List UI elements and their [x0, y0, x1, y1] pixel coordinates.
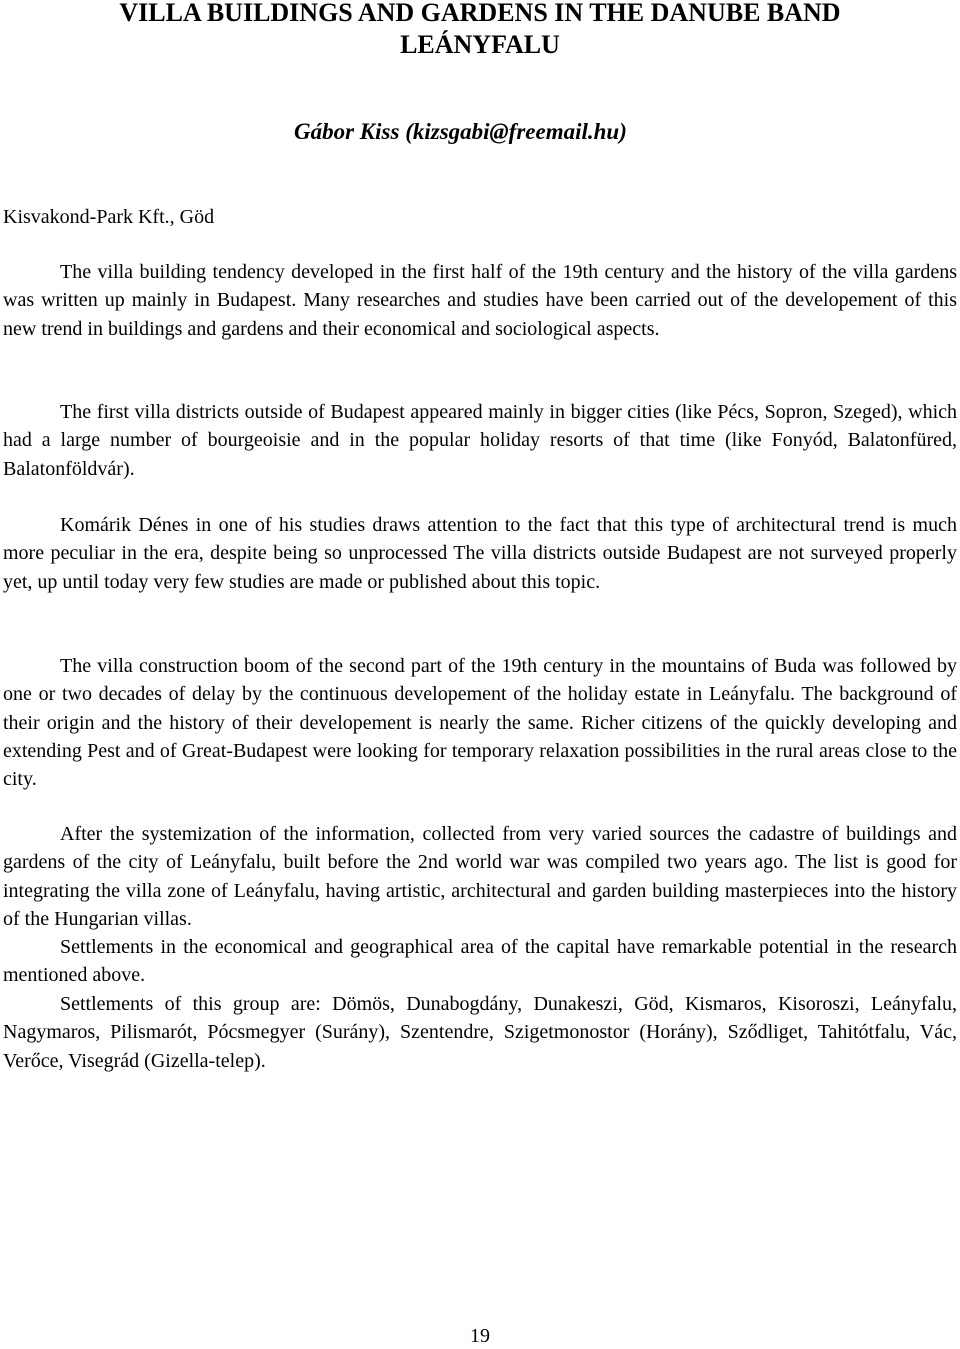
paragraph-4: The villa construction boom of the second part of the 19th century in the mountains of Buda was followed by one or two decades of delay by the continuous developement of the holiday estate in Leányfalu. The background of their origin and the history of their developement is nearly the same. Richer citizens of the quickly developing and extending Pest and of Great-Budapest were looking for temporary relaxation possibilities in the rural areas close to the city. [3, 655, 957, 791]
author-line: Gábor Kiss (kizsgabi@freemail.hu) [294, 119, 627, 144]
paper-title-line-1: VILLA BUILDINGS AND GARDENS IN THE DANUBE BAND [119, 0, 841, 27]
paragraph-2: The first villa districts outside of Budapest appeared mainly in bigger cities (like Pécs, Sopron, Szeged), which had a large number of bourgeoisie and in the popular holiday resorts of that time (like Fonyód, Balatonfüred, Balatonföldvár). [3, 401, 957, 480]
affiliation-line: Kisvakond-Park Kft., Göd [3, 206, 215, 228]
page-number: 19 [470, 1325, 490, 1347]
paragraph-6: Settlements in the economical and geographical area of the capital have remarkable potential in the research mentioned above. [3, 936, 957, 987]
paper-title-line-2: LEÁNYFALU [400, 30, 560, 59]
paragraph-5: After the systemization of the information, collected from very varied sources the cadastre of buildings and gardens of the city of Leányfalu, built before the 2nd world war was compiled two years ago. The list is good for integrating the villa zone of Leányfalu, having artistic, architectural and garden building masterpieces into the history of the Hungarian villas. [3, 823, 957, 930]
paragraph-7: Settlements of this group are: Dömös, Dunabogdány, Dunakeszi, Göd, Kismaros, Kisoroszi, Leányfalu, Nagymaros, Pilismarót, Pócsmegyer (Surány), Szentendre, Szigetmonostor (Horány), Sződliget, Tahitótfalu, Vác, Verőce, Visegrád (Gizella-telep). [3, 993, 957, 1072]
paragraph-1: The villa building tendency developed in the first half of the 19th century and the history of the villa gardens was written up mainly in Budapest. Many researches and studies have been carried out of the developement of this new trend in buildings and gardens and their economical and sociological aspects. [3, 261, 957, 340]
paragraph-3: Komárik Dénes in one of his studies draws attention to the fact that this type of architectural trend is much more peculiar in the era, despite being so unprocessed The villa districts outside Budapest are not surveyed properly yet, up until today very few studies are made or published about this topic. [3, 514, 957, 593]
